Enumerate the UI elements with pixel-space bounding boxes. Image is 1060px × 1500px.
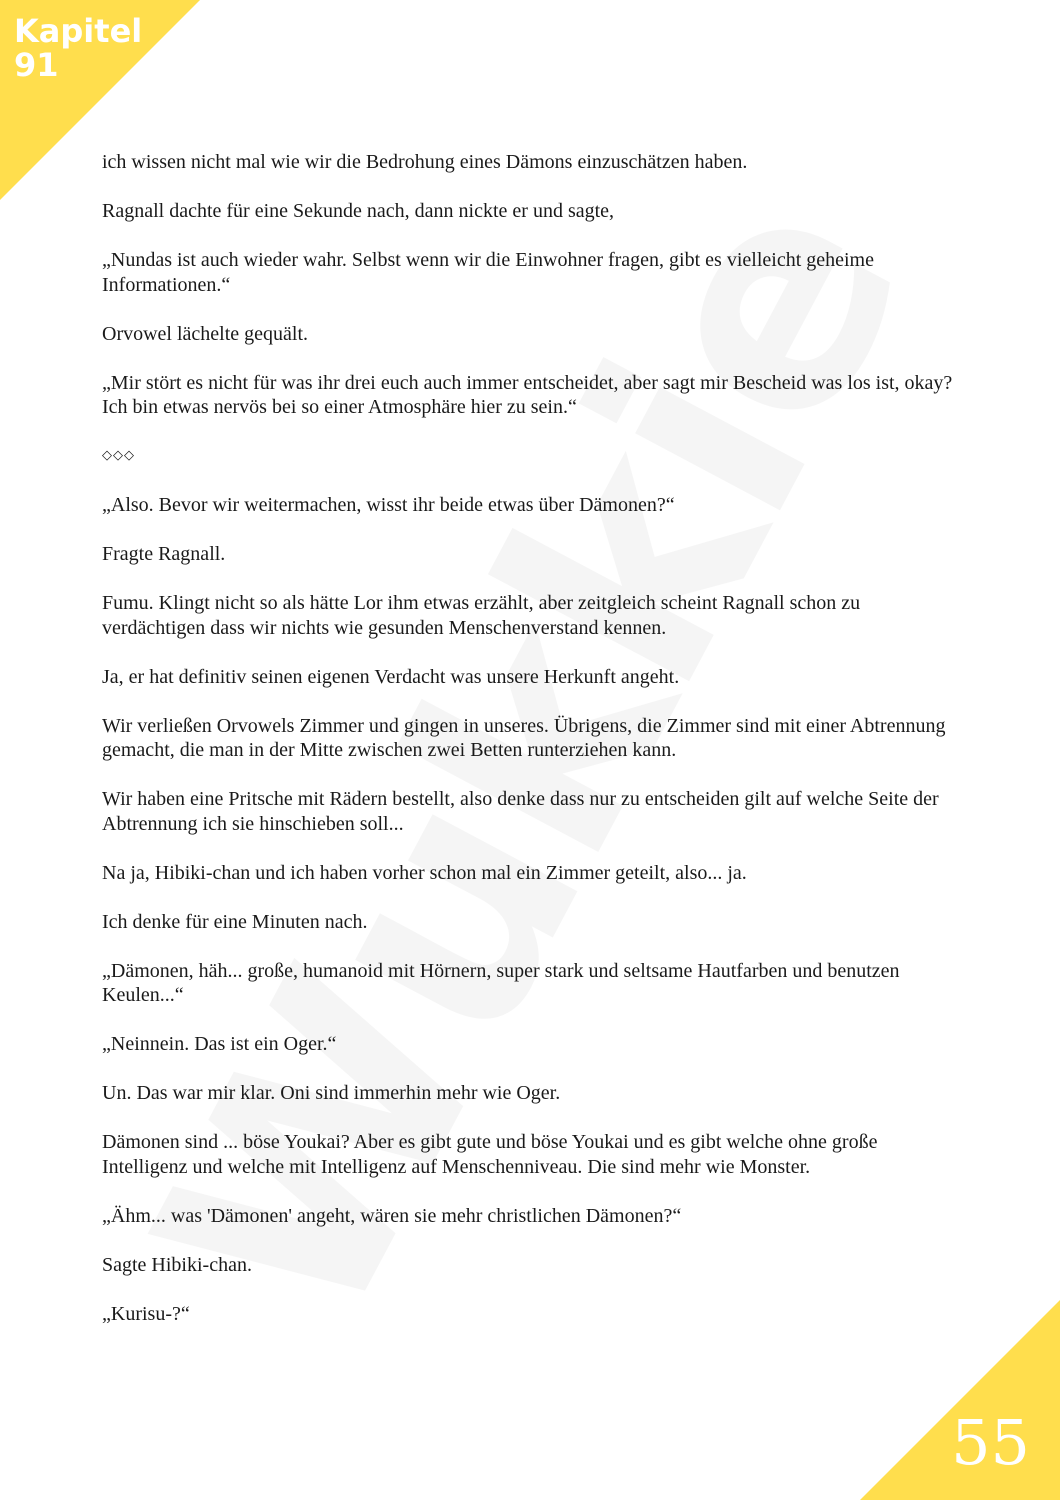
paragraph: „Neinnein. Das ist ein Oger.“ bbox=[102, 1033, 337, 1055]
paragraph: Dämonen sind ... böse Youkai? Aber es gibt gute und böse Youkai und es gibt welche ohne große Intelligenz und welche mit Intelligenz auf Menschenniveau. Die sind mehr wie Monster. bbox=[102, 1131, 878, 1178]
paragraph: Fragte Ragnall. bbox=[102, 543, 226, 565]
paragraph: „Mir stört es nicht für was ihr drei euch auch immer entscheidet, aber sagt mir Bescheid was los ist, okay? Ich bin etwas nervös bei so einer Atmosphäre hier zu sein.“ bbox=[102, 371, 953, 418]
paragraph: Sagte Hibiki-chan. bbox=[102, 1253, 252, 1276]
page-body bbox=[102, 150, 962, 1351]
paragraph: „Kurisu-?“ bbox=[102, 1302, 190, 1325]
paragraph: Na ja, Hibiki-chan und ich haben vorher schon mal ein Zimmer geteilt, also... ja. bbox=[102, 861, 747, 884]
chapter-label: Kapitel 91 bbox=[14, 12, 143, 84]
paragraph: „Nundas ist auch wieder wahr. Selbst wenn wir die Einwohner fragen, gibt es vielleicht geheime Informationen.“ bbox=[102, 249, 874, 296]
paragraph: Fumu. Klingt nicht so als hätte Lor ihm etwas erzählt, aber zeitgleich scheint Ragnall schon zu verdächtigen dass wir nichts wie gesunden Menschenverstand kennen. bbox=[102, 592, 861, 639]
paragraph: Ragnall dachte für eine Sekunde nach, dann nickte er und sagte, bbox=[102, 200, 615, 222]
paragraph: „Ähm... was 'Dämonen' angeht, wären sie mehr christlichen Dämonen?“ bbox=[102, 1204, 682, 1227]
paragraph: ich wissen nicht mal wie wir die Bedrohung eines Dämons einzuschätzen haben. bbox=[102, 151, 748, 173]
paragraph: Un. Das war mir klar. Oni sind immerhin mehr wie Oger. bbox=[102, 1082, 561, 1104]
paragraph: „Also. Bevor wir weitermachen, wisst ihr beide etwas über Dämonen?“ bbox=[102, 494, 675, 516]
paragraph: Wir haben eine Pritsche mit Rädern bestellt, also denke dass nur zu entscheiden gilt auf welche Seite der Abtrennung ich sie hinschieben soll... bbox=[102, 788, 939, 835]
paragraph: Orvowel lächelte gequält. bbox=[102, 322, 309, 345]
page-number: 55 bbox=[951, 1406, 1030, 1479]
paragraph: Ich denke für eine Minuten nach. bbox=[102, 910, 368, 933]
paragraph: Ja, er hat definitiv seinen eigenen Verdacht was unsere Herkunft angeht. bbox=[102, 665, 680, 688]
paragraph: Wir verließen Orvowels Zimmer und gingen in unseres. Übrigens, die Zimmer sind mit einer Abtrennung gemacht, die man in der Mitte zwischen zwei Betten runterziehen kann. bbox=[102, 714, 946, 761]
paragraph: „Dämonen, häh... große, humanoid mit Hörnern, super stark und seltsame Hautfarben und benutzen Keulen...“ bbox=[102, 959, 900, 1006]
scene-break: ◇◇◇ bbox=[102, 448, 135, 463]
